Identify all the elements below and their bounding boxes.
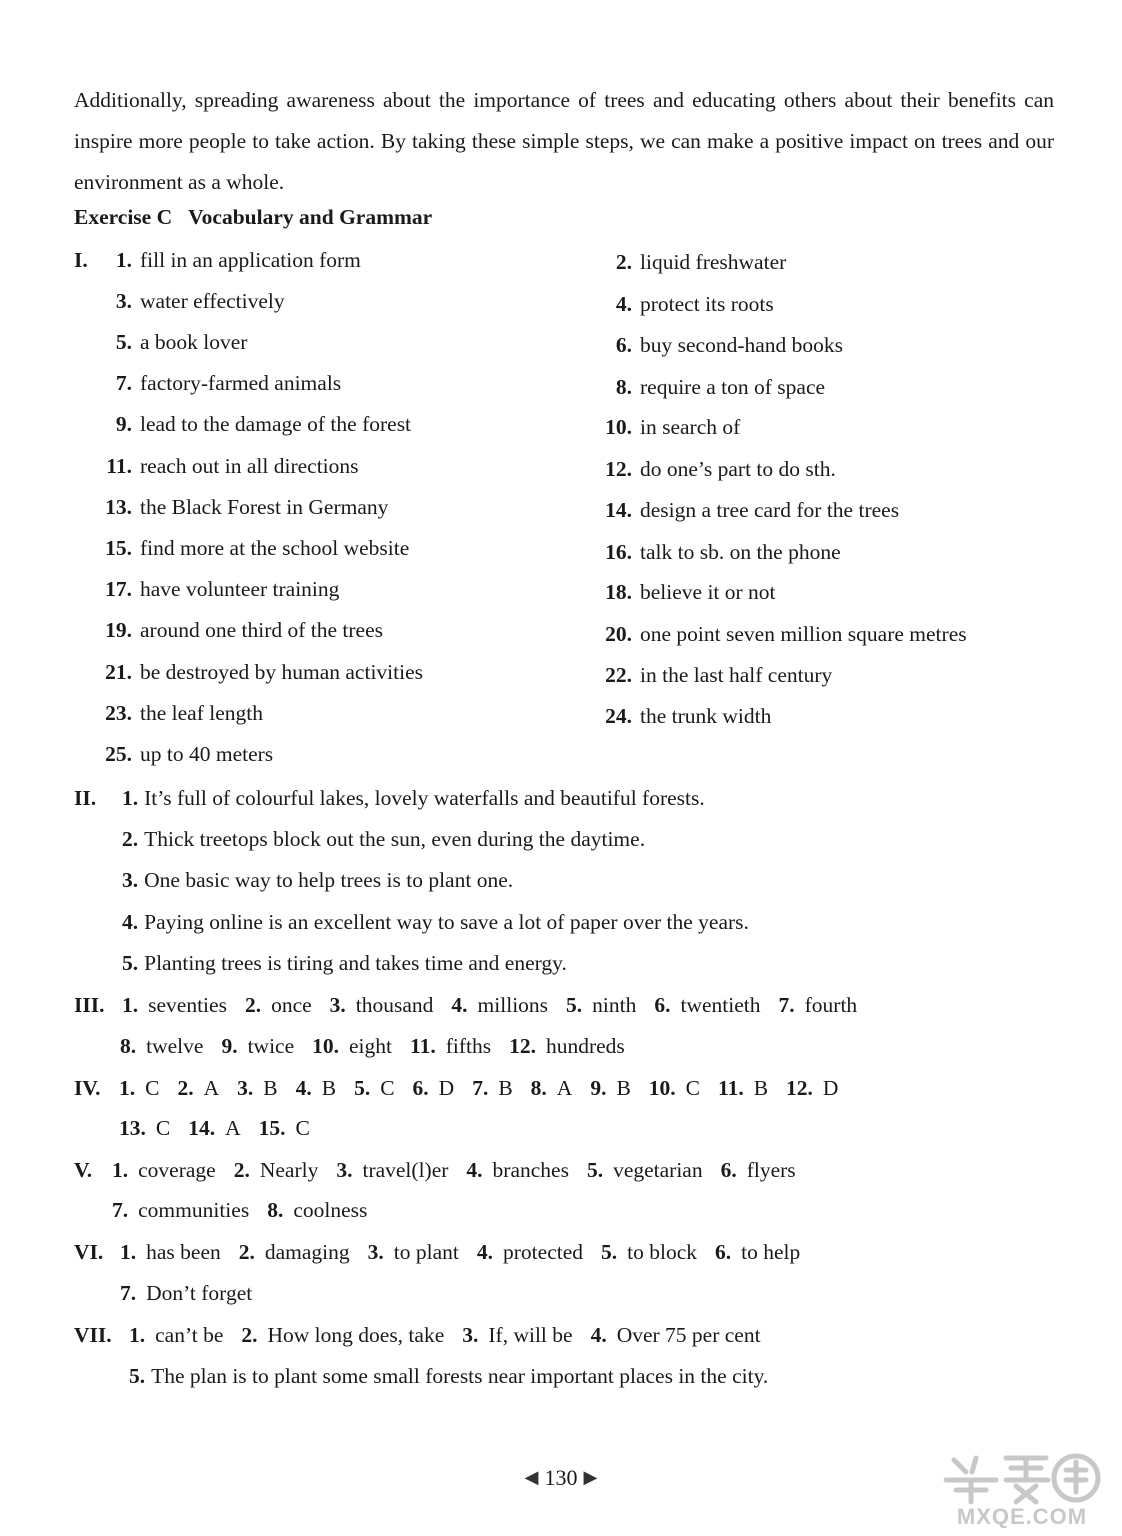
section-1-item: 19. around one third of the trees: [105, 618, 383, 642]
answer-item: 1. has been: [120, 1240, 221, 1264]
watermark-logo: [936, 1450, 1108, 1528]
section-2-item: 1. It’s full of colourful lakes, lovely waterfalls and beautiful forests.: [122, 786, 705, 810]
answer-item: 11. B: [718, 1076, 769, 1100]
section-1-item: 7. factory-farmed animals: [115, 371, 342, 395]
section-5-row: [112, 1198, 385, 1223]
answer-item: 4. protected: [476, 1240, 584, 1264]
section-1-item: 21. be destroyed by human activities: [105, 660, 424, 684]
section-4-row: [119, 1076, 856, 1101]
section-2-label: II.: [74, 786, 97, 810]
answer-item: 6. twentieth: [654, 993, 761, 1017]
answer-item: 3. to plant: [367, 1240, 459, 1264]
answer-item: 2. once: [244, 993, 312, 1017]
answer-item: 3. thousand: [329, 993, 434, 1017]
answer-item: 1. coverage: [112, 1158, 216, 1182]
answer-item: 2. How long does, take: [241, 1323, 445, 1347]
section-1-item: 6. buy second-hand books: [615, 333, 844, 357]
answer-item: 7. Don’t forget: [120, 1281, 253, 1305]
section-1-item: 16. talk to sb. on the phone: [605, 540, 841, 564]
section-7-row: [129, 1323, 779, 1348]
section-6-row: [120, 1281, 270, 1306]
answer-item: 15. C: [258, 1116, 310, 1140]
section-3-label: III.: [74, 993, 105, 1017]
section-1-item: 4. protect its roots: [615, 292, 774, 316]
section-1-item: 23. the leaf length: [105, 701, 263, 725]
section-2-item: 4. Paying online is an excellent way to save a lot of paper over the years.: [122, 910, 749, 934]
section-4-row: [119, 1116, 328, 1141]
section-3-row: [120, 1034, 643, 1059]
section-1-item: 25. up to 40 meters: [105, 742, 274, 766]
section-7-item: 5. The plan is to plant some small forests near important places in the city.: [129, 1364, 769, 1388]
section-7-label: VII.: [74, 1323, 112, 1347]
section-6-label: VI.: [74, 1240, 104, 1264]
section-1-item: 24. the trunk width: [605, 704, 772, 728]
section-1-item: 2. liquid freshwater: [615, 250, 787, 274]
section-1-item: 14. design a tree card for the trees: [605, 498, 900, 522]
answer-item: 8. A: [530, 1076, 573, 1100]
section-5-label: V.: [74, 1158, 93, 1182]
answer-item: 1. can’t be: [129, 1323, 224, 1347]
answer-item: 3. B: [237, 1076, 278, 1100]
section-2-item: 3. One basic way to help trees is to plant one.: [122, 868, 514, 892]
answer-item: 13. C: [119, 1116, 171, 1140]
section-1-item: 9. lead to the damage of the forest: [115, 412, 412, 436]
answer-item: 2. damaging: [238, 1240, 350, 1264]
answer-item: 5. C: [354, 1076, 395, 1100]
section-1-item: 13. the Black Forest in Germany: [105, 495, 389, 519]
answer-item: 8. twelve: [120, 1034, 204, 1058]
answer-item: 2. A: [177, 1076, 220, 1100]
answer-item: 5. to block: [601, 1240, 698, 1264]
exercise-heading: [74, 205, 432, 230]
section-1-item: 1. fill in an application form: [115, 248, 361, 272]
answer-item: 2. Nearly: [233, 1158, 319, 1182]
exercise-title: Vocabulary and Grammar: [188, 205, 433, 229]
section-1-item: 3. water effectively: [115, 289, 285, 313]
section-1-item: 15. find more at the school website: [105, 536, 410, 560]
answer-item: 12. D: [786, 1076, 839, 1100]
section-3-row: [122, 993, 875, 1018]
page-number: 130: [544, 1465, 578, 1490]
exercise-label: Exercise C: [74, 205, 173, 229]
answer-item: 7. communities: [112, 1198, 250, 1222]
answer-item: 14. A: [188, 1116, 241, 1140]
answer-item: 3. If, will be: [462, 1323, 573, 1347]
section-1-item: 17. have volunteer training: [105, 577, 340, 601]
triangle-left-icon: ◀: [524, 1467, 539, 1487]
answer-item: 6. to help: [715, 1240, 801, 1264]
answer-item: 4. millions: [451, 993, 549, 1017]
answer-item: 7. fourth: [778, 993, 858, 1017]
section-4-label: IV.: [74, 1076, 101, 1100]
answer-item: 9. twice: [221, 1034, 295, 1058]
answer-item: 10. C: [648, 1076, 700, 1100]
answer-item: 5. vegetarian: [586, 1158, 703, 1182]
answer-item: 8. coolness: [267, 1198, 368, 1222]
section-6-row: [120, 1240, 818, 1265]
answer-item: 1. C: [119, 1076, 160, 1100]
answer-item: 12. hundreds: [509, 1034, 625, 1058]
section-1-label: I.: [74, 248, 88, 272]
section-1-item: 5. a book lover: [115, 330, 248, 354]
section-1-item: 18. believe it or not: [605, 580, 776, 604]
section-1-item: 22. in the last half century: [605, 663, 833, 687]
answer-item: 9. B: [590, 1076, 631, 1100]
section-1-item: 11. reach out in all directions: [106, 454, 359, 478]
answer-item: 7. B: [472, 1076, 513, 1100]
section-1-item: 12. do one’s part to do sth.: [605, 457, 836, 481]
section-2-item: 2. Thick treetops block out the sun, even during the daytime.: [122, 827, 646, 851]
answer-item: 4. B: [295, 1076, 337, 1100]
answer-item: 5. ninth: [566, 993, 637, 1017]
section-1-item: 10. in search of: [605, 415, 741, 439]
answer-item: 6. flyers: [720, 1158, 796, 1182]
section-1-item: 20. one point seven million square metres: [605, 622, 967, 646]
intro-paragraph: Additionally, spreading awareness about the importance of trees and educating others about their benefits can inspire more people to take action. By taking these simple steps, we can make a positive impact on trees and our environment as a whole.: [74, 88, 1054, 194]
section-5-row: [112, 1158, 814, 1183]
answer-item: 4. branches: [466, 1158, 569, 1182]
answer-item: 6. D: [412, 1076, 455, 1100]
answer-item: 4. Over 75 per cent: [590, 1323, 761, 1347]
answer-item: 10. eight: [312, 1034, 392, 1058]
section-1-item: 8. require a ton of space: [615, 375, 826, 399]
answer-item: 1. seventies: [122, 993, 227, 1017]
answer-item: 3. travel(l)er: [336, 1158, 449, 1182]
section-2-item: 5. Planting trees is tiring and takes time and energy.: [122, 951, 567, 975]
answer-item: 11. fifths: [410, 1034, 492, 1058]
watermark-text: MXQE.COM: [956, 1504, 1088, 1528]
triangle-right-icon: ▶: [583, 1467, 598, 1487]
